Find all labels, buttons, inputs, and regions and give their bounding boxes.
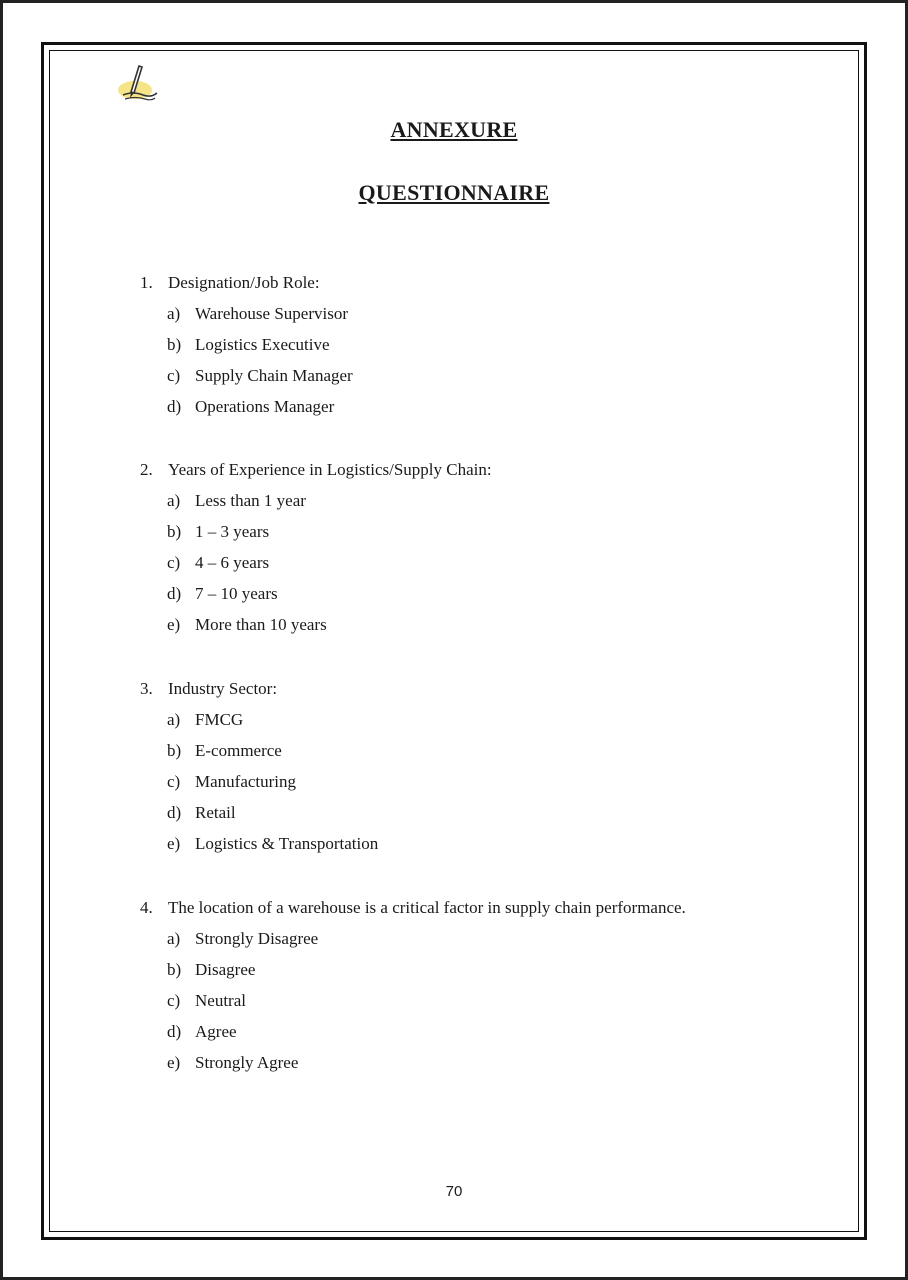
page-border <box>41 42 867 1240</box>
option-item <box>167 553 269 573</box>
question-4 <box>140 898 686 918</box>
option-item <box>167 615 327 635</box>
question-text: Industry Sector: <box>168 679 278 698</box>
option-item <box>167 304 348 324</box>
option-letter: d) <box>167 1022 182 1041</box>
option-letter: d) <box>167 803 182 822</box>
option-item <box>167 397 334 417</box>
option-text: 4 – 6 years <box>195 553 270 572</box>
option-text: Strongly Agree <box>195 1053 299 1072</box>
option-item <box>167 1022 237 1042</box>
option-item <box>167 991 246 1011</box>
question-number: 1. <box>140 273 153 292</box>
option-letter: b) <box>167 741 182 760</box>
option-text: Agree <box>195 1022 237 1041</box>
question-text: Designation/Job Role: <box>168 273 320 292</box>
option-item <box>167 772 296 792</box>
option-letter: e) <box>167 615 181 634</box>
option-letter: d) <box>167 584 182 603</box>
question-number: 4. <box>140 898 153 917</box>
option-letter: d) <box>167 397 182 416</box>
option-letter: c) <box>167 553 181 572</box>
option-letter: c) <box>167 366 181 385</box>
option-text: Supply Chain Manager <box>195 366 353 385</box>
option-item <box>167 522 269 542</box>
option-item <box>167 741 282 761</box>
option-text: Logistics & Transportation <box>195 834 379 853</box>
option-item <box>167 834 378 854</box>
question-number: 2. <box>140 460 153 479</box>
option-letter: b) <box>167 522 182 541</box>
option-letter: b) <box>167 335 182 354</box>
option-item <box>167 335 330 355</box>
option-text: 7 – 10 years <box>195 584 278 603</box>
question-number: 3. <box>140 679 153 698</box>
option-item <box>167 929 318 949</box>
option-letter: c) <box>167 772 181 791</box>
option-text: E-commerce <box>195 741 282 760</box>
question-1 <box>140 273 320 293</box>
option-item <box>167 803 236 823</box>
question-2 <box>140 460 492 480</box>
option-text: FMCG <box>195 710 244 729</box>
pen-on-paper-icon <box>113 62 161 104</box>
option-text: Warehouse Supervisor <box>195 304 349 323</box>
document-subtitle: QUESTIONNAIRE <box>358 180 550 205</box>
option-text: Manufacturing <box>195 772 297 791</box>
option-text: Operations Manager <box>195 397 335 416</box>
option-item <box>167 710 243 730</box>
question-text: Years of Experience in Logistics/Supply Chain: <box>168 460 492 479</box>
option-item <box>167 491 306 511</box>
option-letter: a) <box>167 304 181 323</box>
option-text: Neutral <box>195 991 246 1010</box>
option-text: Less than 1 year <box>195 491 306 510</box>
question-text: The location of a warehouse is a critical factor in supply chain performance. <box>168 898 686 917</box>
option-text: More than 10 years <box>195 615 327 634</box>
option-letter: b) <box>167 960 182 979</box>
option-letter: e) <box>167 834 181 853</box>
option-letter: c) <box>167 991 181 1010</box>
option-letter: a) <box>167 929 181 948</box>
option-item <box>167 1053 298 1073</box>
option-letter: a) <box>167 710 181 729</box>
option-text: Retail <box>195 803 236 822</box>
option-item <box>167 584 278 604</box>
option-text: Logistics Executive <box>195 335 330 354</box>
option-text: 1 – 3 years <box>195 522 270 541</box>
question-3 <box>140 679 277 699</box>
page-number: 70 <box>445 1183 463 1200</box>
document-title: ANNEXURE <box>390 117 518 142</box>
option-item <box>167 366 353 386</box>
option-text: Strongly Disagree <box>195 929 319 948</box>
option-letter: a) <box>167 491 181 510</box>
option-letter: e) <box>167 1053 181 1072</box>
option-text: Disagree <box>195 960 256 979</box>
option-item <box>167 960 255 980</box>
